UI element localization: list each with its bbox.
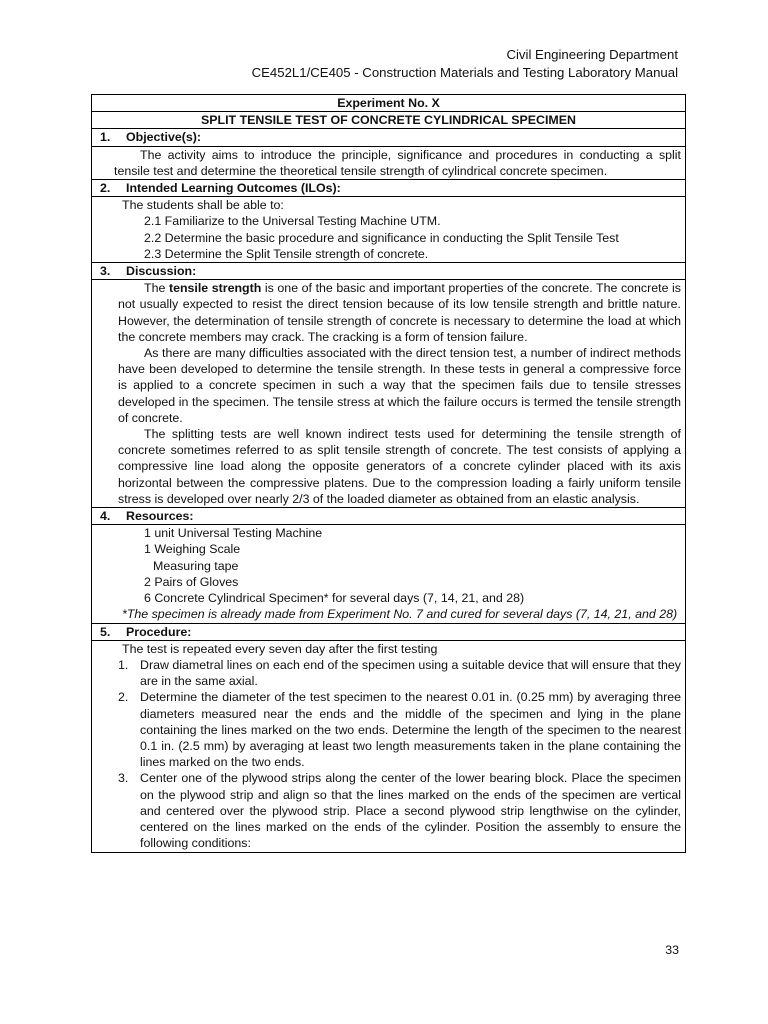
resource-item: Measuring tape bbox=[153, 558, 239, 573]
section-title: Resources: bbox=[126, 509, 194, 524]
ilo-item: 2.1 Familiarize to the Universal Testing Machine UTM. bbox=[144, 214, 441, 229]
procedure-step: 2. Determine the diameter of the test specimen to the nearest 0.01 in. (0.25 mm) by averaging three diameters measured near the ends and the middle of the specimen and lying in the plane containing the lines marked on the two ends. Determine the length of the specimen to the nearest 0.1 in. (2.5 mm) by averaging at least two length measurements taken in the plane containing the lines marked on the two ends. bbox=[118, 690, 681, 770]
discussion-paragraph-1: The tensile strength is one of the basic and important properties of the concrete. The concrete is not usually expected to resist the direct tension because of its low tensile strength and brittle nature. However, the determination of tensile strength of concrete is necessary to determine the load at which the concrete members may crack. The cracking is a form of tension failure. bbox=[118, 281, 681, 344]
objective-text: The activity aims to introduce the principle, significance and procedures in conducting a split tensile test and determine the theoretical tensile strength of cylindrical concrete specimen. bbox=[92, 146, 686, 179]
department-name: Civil Engineering Department bbox=[506, 47, 678, 62]
section-heading-procedure bbox=[92, 623, 686, 640]
resources-body bbox=[92, 525, 686, 623]
procedure-body bbox=[92, 640, 686, 853]
experiment-table bbox=[91, 94, 686, 853]
page-header bbox=[252, 46, 678, 82]
manual-title: CE452L1/CE405 - Construction Materials and Testing Laboratory Manual bbox=[251, 65, 678, 80]
section-title: Procedure: bbox=[126, 624, 192, 639]
section-title: Discussion: bbox=[126, 264, 197, 279]
ilo-item: 2.3 Determine the Split Tensile strength of concrete. bbox=[144, 246, 429, 261]
discussion-body bbox=[92, 280, 686, 508]
discussion-paragraph-2: As there are many difficulties associated with the direct tension test, a number of indirect methods have been developed to determine the tensile strength. In these tests in general a compressive force is applied to a concrete specimen in such a way that the specimen fails due to tensile stresses developed in the specimen. The tensile stress at which the failure occurs is termed the tensile strength of concrete. bbox=[118, 346, 681, 425]
section-heading-objective bbox=[92, 129, 686, 146]
procedure-steps bbox=[96, 657, 681, 851]
procedure-step: 1. Draw diametral lines on each end of the specimen using a suitable device that will ensure that they are in the same axial. bbox=[118, 657, 681, 689]
procedure-step: 3. Center one of the plywood strips along the center of the lower bearing block. Place the specimen on the plywood strip and align so that the lines marked on the ends of the specimen are vertical and centered over the plywood strip. Place a second plywood strip lengthwise on the cylinder, centered on the lines marked on the ends of the cylinder. Position the assembly to ensure the following conditions: bbox=[118, 771, 681, 851]
experiment-number: Experiment No. X bbox=[92, 95, 686, 112]
section-heading-discussion bbox=[92, 263, 686, 280]
page-number: 33 bbox=[665, 943, 679, 957]
resource-item: 1 Weighing Scale bbox=[144, 542, 241, 557]
ilo-body bbox=[92, 197, 686, 263]
section-number: 4. bbox=[100, 509, 111, 524]
resource-item: 2 Pairs of Gloves bbox=[144, 574, 239, 589]
experiment-title: SPLIT TENSILE TEST OF CONCRETE CYLINDRICAL SPECIMEN bbox=[92, 112, 686, 129]
section-number: 1. bbox=[100, 130, 111, 145]
resource-item: 6 Concrete Cylindrical Specimen* for several days (7, 14, 21, and 28) bbox=[144, 591, 525, 606]
procedure-intro: The test is repeated every seven day after the first testing bbox=[122, 641, 438, 656]
ilo-item: 2.2 Determine the basic procedure and significance in conducting the Split Tensile Test bbox=[144, 230, 619, 245]
resource-item: 1 unit Universal Testing Machine bbox=[144, 526, 323, 541]
ilo-intro: The students shall be able to: bbox=[122, 198, 284, 213]
section-number: 2. bbox=[100, 181, 111, 196]
section-heading-resources bbox=[92, 508, 686, 525]
tensile-strength-term: tensile strength bbox=[168, 281, 262, 296]
section-number: 5. bbox=[100, 624, 111, 639]
section-number: 3. bbox=[100, 264, 111, 279]
section-title: Intended Learning Outcomes (ILOs): bbox=[126, 181, 341, 196]
discussion-paragraph-3: The splitting tests are well known indirect tests used for determining the tensile strength of concrete sometimes referred to as split tensile strength of concrete. The test consists of applying a compressive line load along the opposite generators of a concrete cylinder placed with its axis horizontal between the compressive platens. Due to the compression loading a fairly uniform tensile stress is developed over nearly 2/3 of the loaded diameter as obtained from an elastic analysis. bbox=[118, 427, 681, 506]
section-title: Objective(s): bbox=[126, 130, 202, 145]
section-heading-ilo bbox=[92, 180, 686, 197]
resources-note: *The specimen is already made from Experiment No. 7 and cured for several days (7, 14, 21, and 28) bbox=[122, 607, 678, 622]
